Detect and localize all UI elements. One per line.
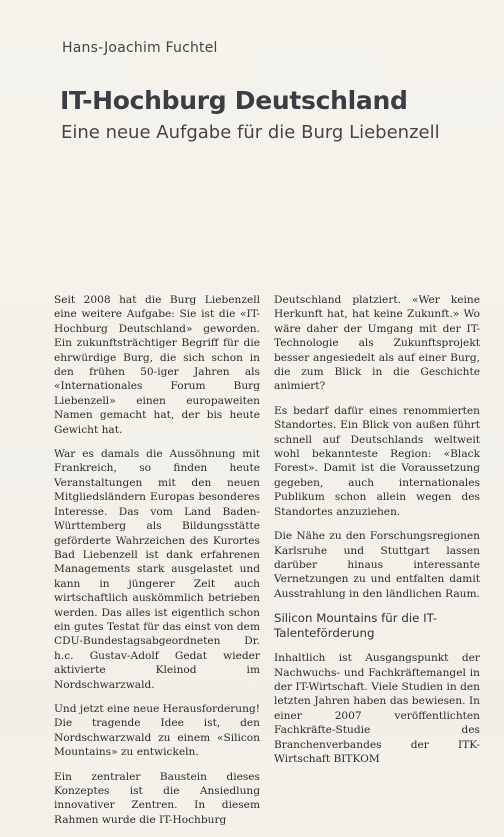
paragraph: Es bedarf dafür eines renommierten Standortes. Ein Blick von außen führt schnell auf Deutschlands weltweit wohl bekannteste Region: «Black Forest». Damit ist die Voraussetzung gegeben, auch internationales Publikum schon allein wegen des Standortes anzuziehen.	[274, 404, 480, 518]
paragraph: Seit 2008 hat die Burg Liebenzell eine weitere Aufgabe: Sie ist die «IT-Hochburg Deutschland» geworden. Ein zukunftsträchtiger Begriff für die ehrwürdige Burg, die sich schon in den frühen 50-iger Jahren als «Internationales Forum Burg Liebenzell» einen europaweiten Namen gemacht hat, der bis heute Gewicht hat.	[54, 294, 260, 436]
paragraph: Ein zentraler Baustein dieses Konzeptes ist die Ansiedlung innovativer Zentren. In diesem Rahmen wurde die IT-Hochburg	[54, 770, 260, 826]
left-column	[54, 293, 260, 837]
paragraph: Inhaltlich ist Ausgangspunkt der Nachwuchs- und Fachkräftemangel in der IT-Wirtschaft. Viele Studien in den letzten Jahren haben das bewiesen. In einer 2007 veröffentlichten Fachkräfte-Studie des Branchenverbandes der ITK-Wirtschaft BITKOM	[274, 652, 480, 765]
article-subtitle: Eine neue Aufgabe für die Burg Liebenzell	[61, 122, 440, 143]
paragraph: War es damals die Aussöhnung mit Frankreich, so finden heute Veranstaltungen mit den neuen Mitgliedsländern Europas besonderes Interesse. Das vom Land Baden-Württemberg als Bildungsstätte geförderte Wahrzeichen des Kurortes Bad Liebenzell ist dank erfahrenen Managements stark ausgelastet und kann in jüngerer Zeit auch wirtschaftlich auskömmlich betrieben werden. Das alles ist eigentlich schon ein gutes Testat für das einst von dem CDU-Bundestagsabgeordneten Dr. h.c. Gustav-Adolf Gedat wieder aktivierte Kleinod im Nordschwarzwald.	[54, 448, 260, 691]
author-name: Hans-Joachim Fuchtel	[62, 40, 218, 56]
paragraph: Deutschland platziert. «Wer keine Herkunft hat, hat keine Zukunft.» Wo wäre daher der Umgang mit der IT-Technologie als Zukunftsprojekt besser angesiedelt als auf einer Burg, die zum Blick in die Geschichte animiert?	[274, 294, 480, 393]
article-title: IT-Hochburg Deutschland	[60, 86, 408, 115]
paragraph: Und jetzt eine neue Herausforderung! Die tragende Idee ist, den Nordschwarzwald zu einem «Silicon Mountains» zu entwickeln.	[54, 702, 260, 759]
right-column	[274, 293, 480, 776]
section-heading: Silicon Mountains für die IT-Talenteförderung	[274, 611, 437, 641]
paragraph: Die Nähe zu den Forschungsregionen Karlsruhe und Stuttgart lassen darüber hinaus interessante Vernetzungen zu und entfalten damit Ausstrahlung in den ländlichen Raum.	[274, 530, 480, 600]
